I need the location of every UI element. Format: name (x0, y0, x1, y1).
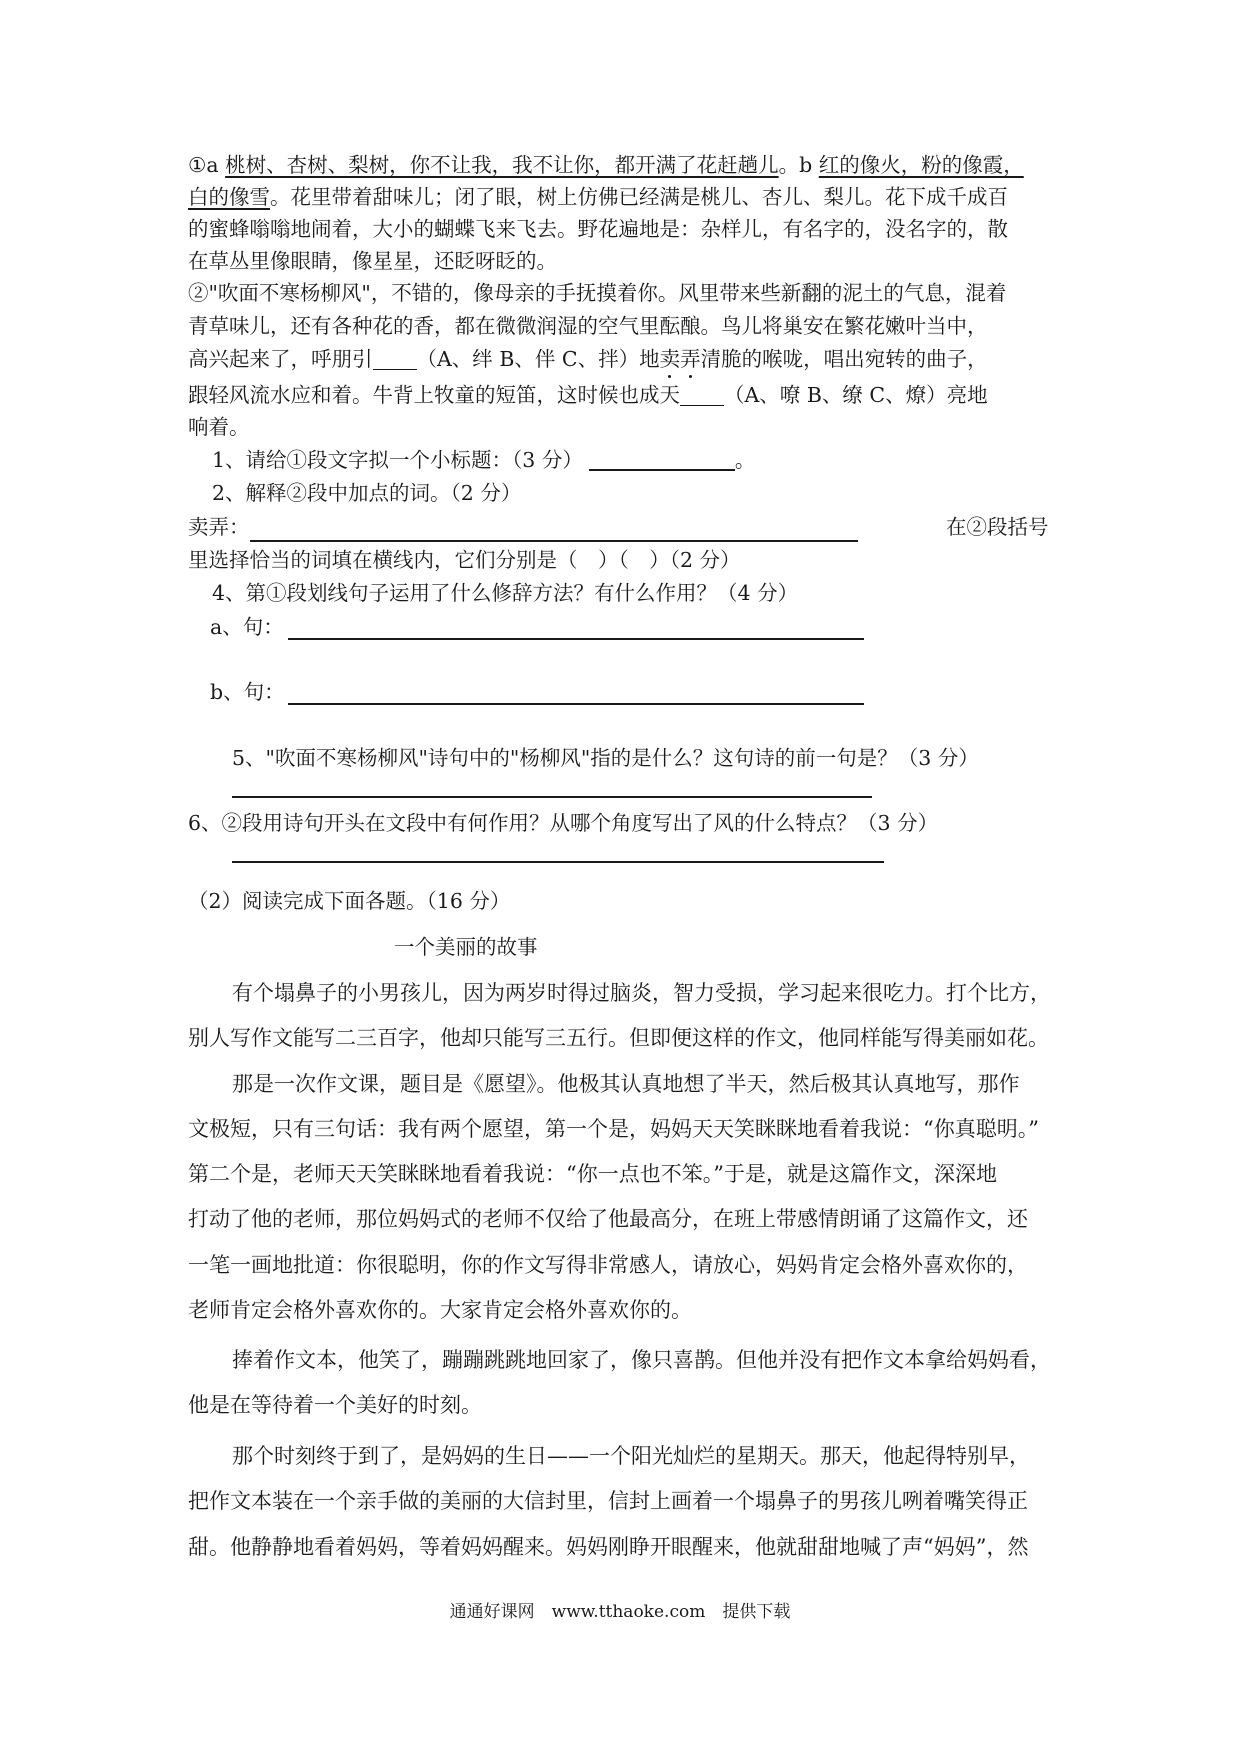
passage-line: 白的像雪。花里带着甜味儿；闭了眼，树上仿佛已经满是桃儿、杏儿、梨儿。花下成千成百 (188, 185, 1008, 209)
answer-line-q4b[interactable] (288, 703, 864, 705)
passage-line: 在草丛里像眼睛，像星星，还眨呀眨的。 (188, 249, 557, 273)
story-line: 打动了他的老师，那位妈妈式的老师不仅给了他最高分，在班上带感情朗诵了这篇作文，还 (188, 1207, 1028, 1231)
underlined-sentence-b: 红的像火，粉的像霞， (818, 153, 1024, 177)
underlined-sentence-a: 桃树、杏树、梨树，你不让我，我不让你，都开满了花赶趟儿 (225, 153, 779, 177)
question-5: 5、"吹面不寒杨柳风"诗句中的"杨柳风"指的是什么？这句诗的前一句是？（3 分） (232, 746, 979, 770)
q4b-label: b、句： (210, 680, 285, 704)
passage-line: 高兴起来了，呼朋引 （A、绊 B、伴 C、拌）地卖弄清脆的喉咙，唱出宛转的曲子， (188, 347, 988, 371)
dotted-char: 卖 (659, 347, 681, 371)
story-line: 老师肯定会格外喜欢你的。大家肯定会格外喜欢你的。 (188, 1298, 692, 1322)
q4a-label: a、句： (210, 615, 284, 639)
answer-blank-q1[interactable] (589, 447, 735, 471)
story-line: 文极短，只有三句话：我有两个愿望，第一个是，妈妈天天笑眯眯地看着我说：“你真聪明。” (188, 1117, 1039, 1141)
story-line: 那是一次作文课，题目是《愿望》。他极其认真地想了半天，然后极其认真地写，那作 (232, 1072, 1020, 1096)
passage-line: ①a 桃树、杏树、梨树，你不让我，我不让你，都开满了花赶趟儿。b 红的像火，粉的像霞， (188, 153, 1024, 177)
story-line: 甜。他静静地看着妈妈，等着妈妈醒来。妈妈刚睁开眼醒来，他就甜甜地喊了声“妈妈”，然 (188, 1535, 1029, 1559)
section-heading: （2）阅读完成下面各题。（16 分） (188, 889, 511, 913)
story-line: 捧着作文本，他笑了，蹦蹦跳跳地回家了，像只喜鹊。但他并没有把作文本拿给妈妈看， (232, 1348, 1051, 1372)
passage-line: 的蜜蜂嗡嗡地闹着，大小的蝴蝶飞来飞去。野花遍地是：杂样儿，有名字的，没名字的，散 (188, 217, 1008, 241)
fill-blank-2[interactable] (680, 383, 724, 406)
page-footer: 通通好课网 www.tthaoke.com 提供下载 (449, 1602, 791, 1622)
question-3: 里选择恰当的词填在横线内，它们分别是（ ）（ ）（2 分） (188, 548, 741, 572)
question-1: 1、请给①段文字拟一个小标题：（3 分） 。 (212, 448, 756, 472)
question-6: 6、②段用诗句开头在文段中有何作用？从哪个角度写出了风的什么特点？（3 分） (188, 811, 939, 835)
underlined-sentence-b-end: 白的像雪 (188, 185, 270, 209)
story-line: 第二个是，老师天天笑眯眯地看着我说：“你一点也不笨。”于是，就是这篇作文，深深地 (188, 1162, 997, 1186)
answer-line-q6[interactable] (232, 861, 884, 863)
story-line: 他是在等待着一个美好的时刻。 (188, 1393, 482, 1417)
passage-line: 跟轻风流水应和着。牛背上牧童的短笛，这时候也成天 （A、嘹 B、缭 C、燎）亮地 (188, 383, 988, 407)
question-2: 2、解释②段中加点的词。（2 分） (212, 481, 522, 505)
answer-line-q5[interactable] (232, 796, 872, 798)
story-line: 有个塌鼻子的小男孩儿，因为两岁时得过脑炎，智力受损，学习起来很吃力。打个比方， (232, 981, 1051, 1005)
passage-line: ②"吹面不寒杨柳风"，不错的，像母亲的手抚摸着你。风里带来些新翻的泥土的气息，混着 (188, 281, 1007, 305)
q2-word-label: 卖弄： (188, 515, 250, 539)
story-line: 那个时刻终于到了，是妈妈的生日——一个阳光灿烂的星期天。那天，他起得特别早， (232, 1444, 1030, 1468)
answer-line-q2[interactable] (250, 540, 858, 542)
passage-line: 响着。 (188, 415, 250, 439)
story-title: 一个美丽的故事 (394, 935, 538, 959)
answer-line-q4a[interactable] (288, 638, 864, 640)
passage-line: 青草味儿，还有各种花的香，都在微微润湿的空气里酝酿。鸟儿将巢安在繁花嫩叶当中， (188, 314, 988, 338)
fill-blank-1[interactable] (373, 347, 417, 370)
dotted-char: 弄 (680, 347, 701, 371)
question-3-start: 在②段括号 (946, 515, 1049, 539)
story-line: 别人写作文能写二三百字，他却只能写三五行。但即便这样的作文，他同样能写得美丽如花。 (188, 1026, 1049, 1050)
story-line: 一笔一画地批道：你很聪明，你的作文写得非常感人，请放心，妈妈肯定会格外喜欢你的， (188, 1253, 1028, 1277)
story-line: 把作文本装在一个亲手做的美丽的大信封里，信封上画着一个塌鼻子的男孩儿咧着嘴笑得正 (188, 1489, 1028, 1513)
question-4: 4、第①段划线句子运用了什么修辞方法？有什么作用？（4 分） (212, 581, 799, 605)
